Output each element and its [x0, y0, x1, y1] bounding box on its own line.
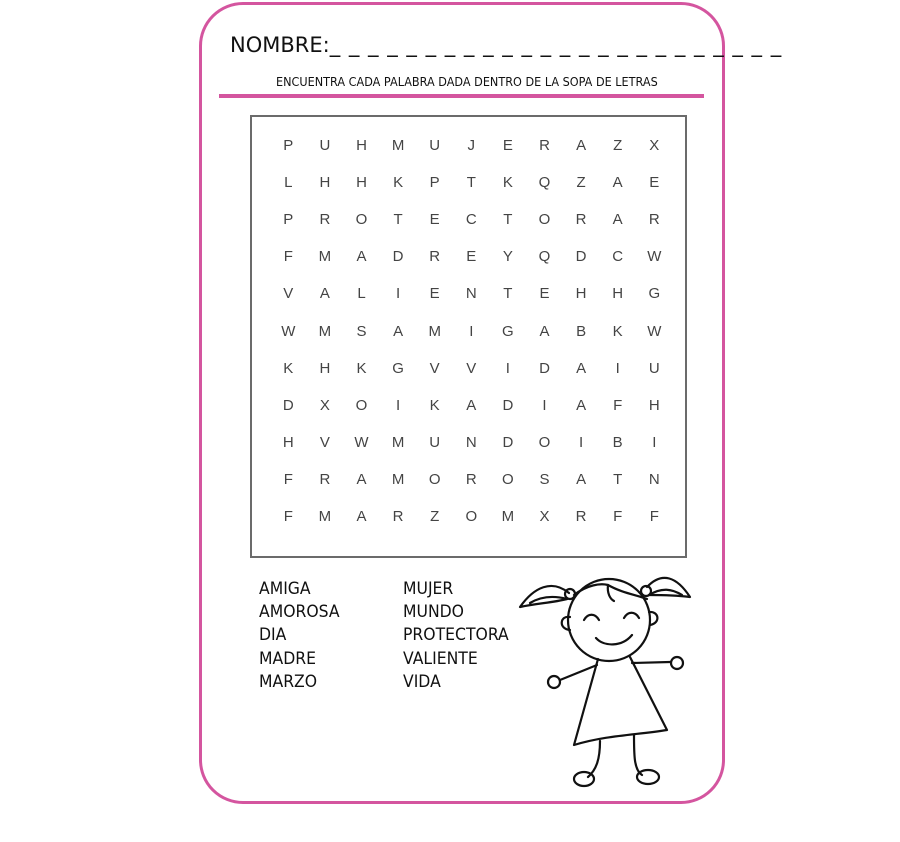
grid-cell[interactable]: A	[612, 174, 623, 192]
grid-cell[interactable]: N	[648, 470, 660, 488]
grid-cell[interactable]: A	[576, 137, 587, 154]
grid-cell[interactable]: F	[283, 508, 293, 525]
word-list-item: PROTECTORA	[403, 625, 509, 646]
grid-cell[interactable]: E	[539, 285, 550, 303]
grid-cell[interactable]: I	[469, 322, 474, 340]
grid-cell[interactable]: F	[283, 470, 293, 488]
word-list-column-1	[259, 578, 347, 694]
grid-cell[interactable]: W	[354, 433, 369, 451]
grid-cell[interactable]: P	[283, 211, 294, 229]
grid-cell[interactable]: X	[649, 137, 660, 154]
grid-cell[interactable]: H	[282, 433, 294, 451]
grid-cell[interactable]: H	[575, 285, 587, 303]
grid-cell[interactable]: I	[579, 433, 584, 451]
grid-cell[interactable]: V	[466, 359, 477, 377]
name-label: NOMBRE:	[230, 33, 330, 57]
grid-cell[interactable]: E	[466, 248, 477, 266]
grid-cell[interactable]: K	[502, 174, 513, 192]
grid-cell[interactable]: M	[391, 137, 405, 154]
grid-cell[interactable]: M	[318, 508, 332, 525]
grid-cell[interactable]: Z	[576, 174, 586, 192]
grid-cell[interactable]: T	[503, 211, 513, 229]
grid-cell[interactable]: X	[319, 396, 330, 414]
grid-cell[interactable]: A	[356, 248, 367, 266]
grid-cell[interactable]: T	[503, 285, 513, 303]
grid-cell[interactable]: P	[283, 137, 294, 154]
grid-cell[interactable]: C	[612, 248, 624, 266]
grid-cell[interactable]: A	[576, 396, 587, 414]
grid-cell[interactable]: O	[465, 508, 478, 525]
grid-cell[interactable]: I	[505, 359, 510, 377]
grid-cell[interactable]: X	[539, 508, 550, 525]
name-field[interactable]	[230, 33, 782, 57]
grid-cell[interactable]: G	[392, 359, 404, 377]
grid-cell[interactable]: M	[501, 508, 515, 525]
grid-cell[interactable]: H	[356, 174, 367, 192]
grid-cell[interactable]: R	[429, 248, 441, 266]
grid-cell[interactable]: D	[392, 248, 404, 266]
grid-cell[interactable]: M	[428, 322, 441, 340]
word-list-item: VALIENTE	[403, 648, 478, 669]
grid-cell[interactable]: I	[615, 359, 620, 377]
word-list-column-2	[403, 578, 518, 694]
grid-cell[interactable]: B	[612, 433, 623, 451]
grid-cell[interactable]: R	[539, 137, 550, 154]
grid-cell[interactable]: R	[465, 470, 477, 488]
grid-cell[interactable]: Z	[613, 137, 623, 154]
grid-cell[interactable]: T	[613, 470, 623, 488]
grid-cell[interactable]: L	[284, 174, 293, 192]
divider	[219, 94, 704, 98]
grid-cell[interactable]: I	[542, 396, 547, 414]
grid-cell[interactable]: D	[282, 396, 294, 414]
grid-cell[interactable]: O	[538, 433, 551, 451]
grid-cell[interactable]: A	[319, 285, 330, 303]
word-list-item: MUNDO	[403, 602, 465, 623]
grid-cell[interactable]: Z	[430, 508, 440, 525]
grid-cell[interactable]: F	[613, 396, 623, 414]
word-list-item: VIDA	[403, 671, 441, 692]
grid-cell[interactable]: W	[281, 322, 296, 340]
grid-cell[interactable]: T	[466, 174, 476, 192]
grid-cell[interactable]: K	[356, 359, 367, 377]
grid-cell[interactable]: A	[539, 322, 550, 340]
grid-cell[interactable]: D	[575, 248, 587, 266]
grid-cell[interactable]: F	[613, 508, 623, 525]
grid-cell[interactable]: A	[576, 470, 587, 488]
grid-cell[interactable]: M	[318, 248, 332, 266]
grid-cell[interactable]: H	[319, 359, 331, 377]
grid-cell[interactable]: U	[319, 137, 331, 154]
grid-cell[interactable]: M	[391, 433, 405, 451]
grid-cell[interactable]: W	[647, 248, 662, 266]
grid-cell[interactable]: E	[429, 211, 440, 229]
grid-cell[interactable]: Y	[502, 248, 513, 266]
grid-cell[interactable]: A	[466, 396, 477, 414]
grid-cell[interactable]: A	[356, 508, 367, 525]
grid-cell[interactable]: E	[429, 285, 440, 303]
grid-cell[interactable]: T	[393, 211, 403, 229]
grid-cell[interactable]: F	[649, 508, 659, 525]
grid-cell[interactable]: E	[502, 137, 513, 154]
grid-cell[interactable]: A	[612, 211, 623, 229]
grid-cell[interactable]: W	[647, 322, 662, 340]
grid-cell[interactable]: J	[467, 137, 476, 154]
word-list-item: DIA	[259, 625, 287, 646]
grid-cell[interactable]: E	[649, 174, 660, 192]
grid-cell[interactable]: M	[391, 470, 405, 488]
grid-cell[interactable]: H	[319, 174, 331, 192]
word-list-item: AMOROSA	[259, 602, 340, 623]
grid-cell[interactable]: S	[356, 322, 367, 340]
grid-cell[interactable]: N	[465, 433, 477, 451]
grid-cell[interactable]: L	[357, 285, 366, 303]
word-list-item: MADRE	[259, 648, 316, 669]
grid-cell[interactable]: R	[392, 508, 404, 525]
grid-cell[interactable]: O	[355, 211, 368, 229]
grid-cell[interactable]: M	[318, 322, 332, 340]
grid-cell[interactable]: K	[612, 322, 623, 340]
grid-cell[interactable]: H	[648, 396, 660, 414]
name-blank[interactable]: _ _ _ _ _ _ _ _ _ _ _ _ _ _ _ _ _ _ _ _ _ _ _ _	[329, 33, 783, 57]
grid-cell[interactable]: R	[319, 470, 331, 488]
grid-cell[interactable]: I	[396, 285, 401, 303]
grid-cell[interactable]: R	[575, 508, 587, 525]
grid-cell[interactable]: O	[355, 396, 368, 414]
grid-cell[interactable]: I	[396, 396, 401, 414]
grid-cell[interactable]: A	[393, 322, 404, 340]
grid-cell[interactable]: V	[319, 433, 330, 451]
grid-cell[interactable]: V	[429, 359, 440, 377]
grid-cell[interactable]: U	[648, 359, 660, 377]
grid-cell[interactable]: O	[428, 470, 441, 488]
grid-cell[interactable]: D	[502, 396, 514, 414]
grid-cell[interactable]: Q	[538, 248, 551, 266]
grid-cell[interactable]: O	[502, 470, 514, 488]
grid-cell[interactable]: R	[319, 211, 331, 229]
grid-cell[interactable]: Q	[538, 174, 551, 192]
grid-cell[interactable]: G	[502, 322, 514, 340]
word-list-item: MUJER	[403, 579, 454, 599]
girl-illustration-icon	[512, 565, 702, 795]
grid-cell[interactable]: A	[356, 470, 367, 488]
grid-cell[interactable]: C	[465, 211, 477, 229]
grid-cell[interactable]: S	[539, 470, 550, 488]
grid-cell[interactable]: H	[356, 137, 367, 154]
grid-cell[interactable]: O	[538, 211, 551, 229]
grid-cell[interactable]: G	[648, 285, 661, 303]
grid-cell[interactable]: H	[612, 285, 624, 303]
grid-cell[interactable]: B	[576, 322, 587, 340]
instructions: ENCUENTRA CADA PALABRA DADA DENTRO DE LA SOPA DE LETRAS	[276, 74, 658, 89]
grid-cell[interactable]: K	[283, 359, 294, 377]
grid-cell[interactable]: P	[429, 174, 440, 192]
grid-cell[interactable]: R	[575, 211, 587, 229]
grid-cell[interactable]: N	[465, 285, 477, 303]
grid-cell[interactable]: F	[283, 248, 293, 266]
grid-cell[interactable]: A	[576, 359, 587, 377]
grid-cell[interactable]: D	[539, 359, 550, 377]
grid-cell[interactable]: U	[429, 137, 441, 154]
word-list-item: AMIGA	[259, 579, 311, 599]
grid-cell[interactable]: D	[502, 433, 514, 451]
grid-cell[interactable]: K	[429, 396, 440, 414]
grid-cell[interactable]: I	[652, 433, 657, 451]
grid-cell[interactable]: R	[648, 211, 660, 229]
grid-cell[interactable]: U	[429, 433, 441, 451]
grid-cell[interactable]: V	[283, 285, 294, 303]
grid-cell[interactable]: K	[393, 174, 404, 192]
word-list-item: MARZO	[259, 671, 318, 692]
